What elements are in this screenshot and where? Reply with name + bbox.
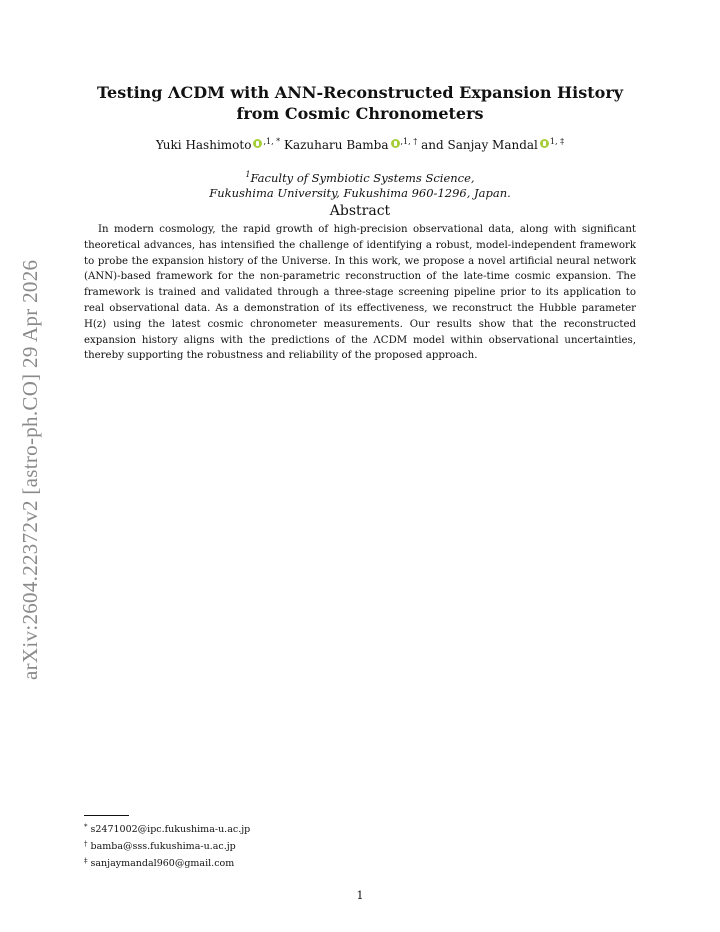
author-1 (156, 138, 280, 152)
affiliation-number: 1 (245, 170, 251, 179)
author-name: Sanjay Mandal (447, 138, 538, 152)
page-number: 1 (356, 889, 364, 902)
affiliation-line-1: Faculty of Symbiotic Systems Science, (250, 170, 475, 185)
footnotes (84, 820, 484, 871)
author-name: Kazuharu Bamba (283, 138, 389, 152)
author-connector: and (421, 138, 444, 152)
footnote-email[interactable]: bamba@sss.fukushima-u.ac.jp (90, 841, 236, 852)
author-marks: ,1, * (263, 137, 281, 146)
footnote (84, 837, 484, 854)
affiliation (84, 167, 636, 201)
orcid-icon[interactable] (540, 139, 549, 148)
abstract-text: In modern cosmology, the rapid growth of high-precision observational data, along with significant theoretical advances, has intensified the challenge of identifying a robust, model-independent framework to probe the expansion history of the Universe. In this work, we propose a novel artificial neural network (ANN)-based framework for the non-parametric reconstruction of the late-time cosmic expansion. The framework is trained and validated through a three-stage screening pipeline prior to its application to real observational data. As a demonstration of its effectiveness, we reconstruct the Hubble parameter H(z) using the latest cosmic chronometer measurements. Our results show that the reconstructed expansion history aligns with the predictions of the ΛCDM model within observational uncertainties, thereby supporting the robustness and reliability of the proposed approach. (84, 224, 636, 362)
footnote-divider (84, 815, 129, 816)
author-marks: ,1, † (400, 137, 418, 146)
author-marks: 1, ‡ (549, 137, 565, 146)
orcid-icon[interactable] (391, 139, 400, 148)
footnote-mark: ‡ (84, 857, 88, 865)
footnote-mark: † (84, 840, 88, 848)
affiliation-line-2: Fukushima University, Fukushima 960-1296, Japan. (209, 185, 511, 200)
footnote-email[interactable]: s2471002@ipc.fukushima-u.ac.jp (90, 824, 251, 835)
footnote-email[interactable]: sanjaymandal960@gmail.com (90, 858, 235, 869)
footnote (84, 820, 484, 837)
author-3 (447, 138, 564, 152)
arxiv-identifier: arXiv:2604.22372v2 [astro-ph.CO] 29 Apr 2026 (18, 259, 42, 680)
footnote-mark: * (84, 823, 88, 831)
author-list (84, 137, 636, 152)
footnote (84, 854, 484, 871)
abstract-heading: Abstract (329, 203, 391, 219)
orcid-icon[interactable] (253, 139, 262, 148)
author-name: Yuki Hashimoto (155, 138, 252, 152)
author-2 (284, 138, 417, 152)
paper-title: Testing ΛCDM with ANN-Reconstructed Expansion History from Cosmic Chronometers (96, 83, 624, 123)
